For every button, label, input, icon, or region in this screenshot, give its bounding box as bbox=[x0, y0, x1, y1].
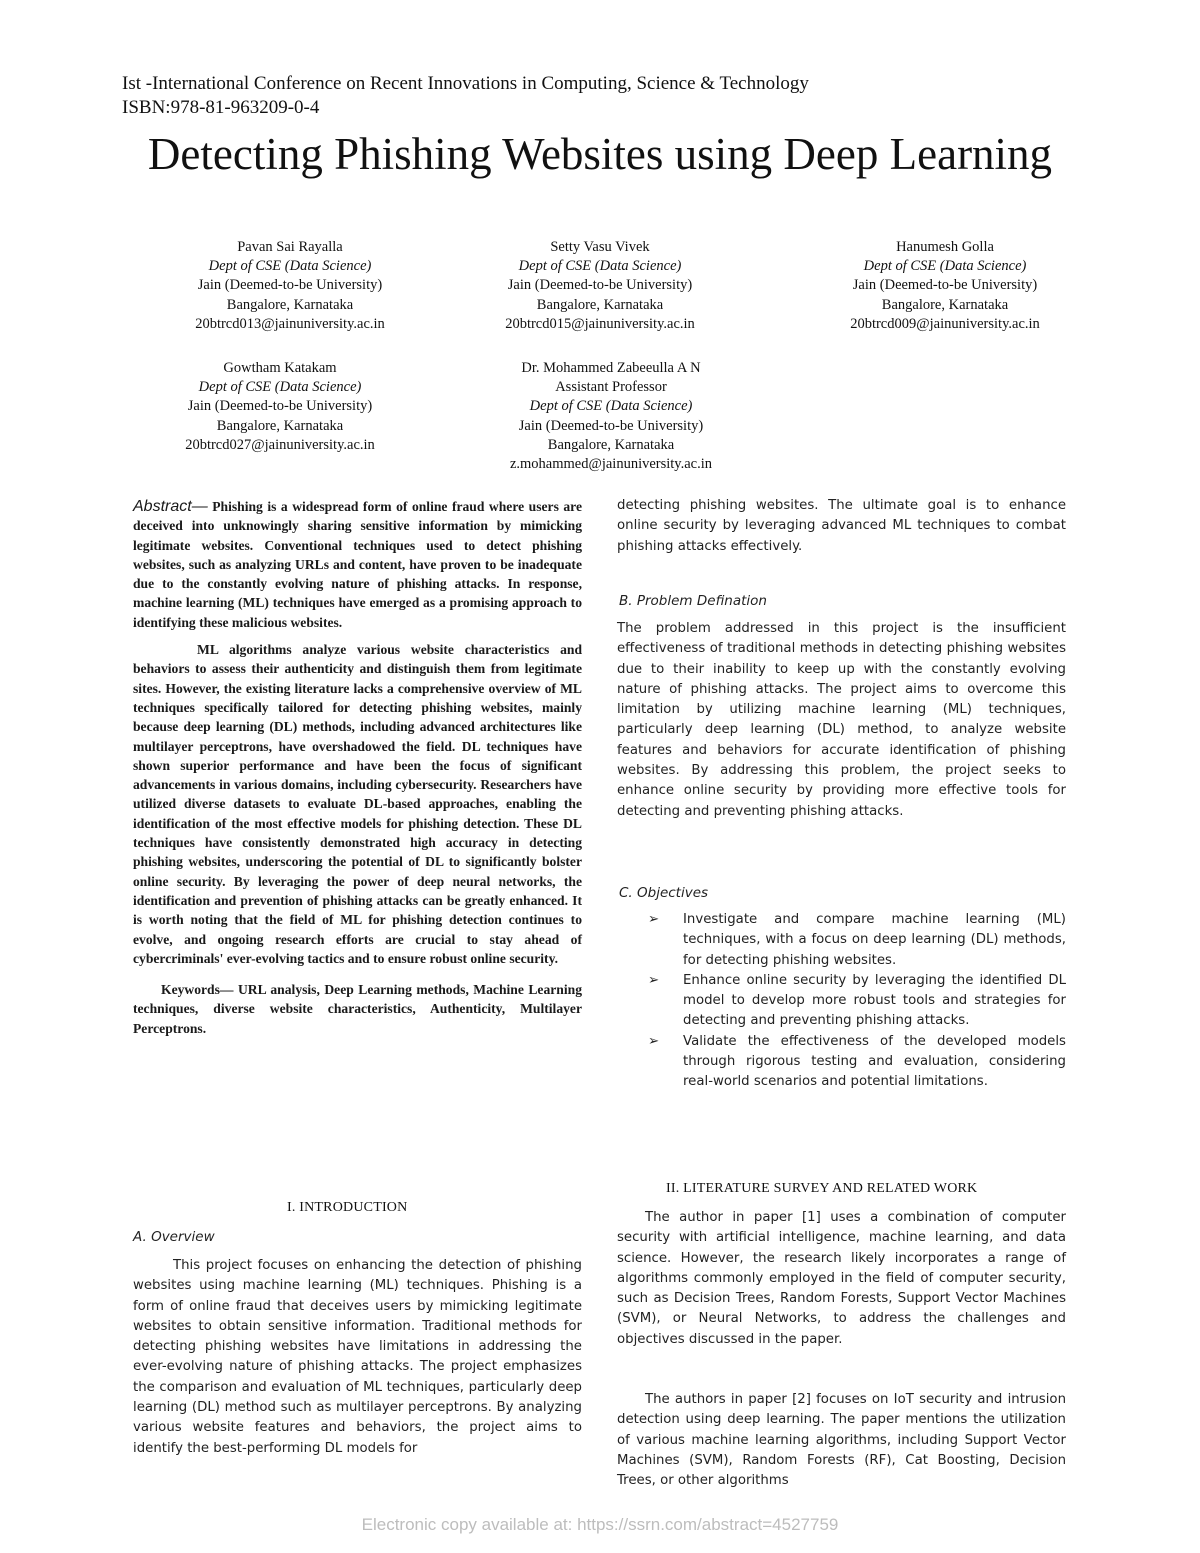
author-inst: Jain (Deemed-to-be University) bbox=[187, 398, 373, 415]
literature-text bbox=[617, 1208, 1066, 1492]
arrow-bullet-icon: ➢ bbox=[648, 1033, 660, 1049]
objectives-list bbox=[648, 910, 1066, 1093]
objective-text: Validate the effectiveness of the developed models through rigorous testing and evaluation, considering real-world scenarios and potential limitations. bbox=[683, 1033, 1066, 1090]
overview-paragraph: This project focuses on enhancing the detection of phishing websites using machine learning (ML) techniques. Phishing is a form of online fraud that deceives users by mimicking legitimate websites to obtain sensitive information. Traditional methods for detecting phishing websites have limitations in addressing the ever-evolving nature of phishing attacks. The project emphasizes the comparison and evaluation of ML techniques, particularly deep learning (DL) method such as multilayer perceptrons. By analyzing various website features and behaviors, the project aims to identify the best-performing DL models for bbox=[133, 1258, 582, 1456]
abstract-p2: ML algorithms analyze various website characteristics and behaviors to assess their authenticity and distinguish them from legitimate sites. However, the existing literature lacks a comprehensive overview of ML techniques specifically tailored for detecting phishing websites, mainly because deep learning (DL) methods, including advanced architectures like multilayer perceptrons, have overshadowed the field. DL techniques have shown superior performance and have been the focus of significant advancements in various domains, including cybersecurity. Researchers have utilized diverse datasets to evaluate DL-based approaches, enabling the identification of the most effective models for phishing detection. These DL techniques have consistently demonstrated high accuracy in detecting phishing websites, underscoring the potential of DL to significantly bolster online security. By leveraging the power of deep neural networks, the identification and prevention of phishing attacks can be greatly enhanced. It is worth noting that the field of ML for phishing detection continues to evolve, and ongoing research efforts are crucial to stay ahead of cybercriminals' ever-evolving tactics and to ensure robust online security. bbox=[133, 642, 582, 966]
literature-paragraph: The author in paper [1] uses a combination of computer security with artificial intelligence, machine learning, and data science. However, the research likely incorporates a range of algorithms commonly employed in the field of computer security, such as Decision Trees, Random Forests, Support Vector Machines (SVM), or Neural Networks, to address the challenges and objectives discussed in the paper. bbox=[617, 1210, 1066, 1347]
abstract-text: Phishing is a widespread form of online fraud where users are deceived into unknowingly sharing sensitive information by mimicking legitimate websites. Conventional techniques used to detect phishing websites, such as analyzing URLs and content, have proven to be inadequate due to the constantly evolving nature of phishing attacks. In response, machine learning (ML) techniques have emerged as a promising approach to identifying these malicious websites. bbox=[133, 499, 583, 630]
section-heading-introduction: I. INTRODUCTION bbox=[287, 1200, 408, 1215]
list-item bbox=[648, 971, 1066, 1032]
overview-continued-paragraph: detecting phishing websites. The ultimate goal is to enhance online security by leveraging advanced ML techniques to combat phishing attacks effectively. bbox=[617, 498, 1066, 554]
author-dept: Dept of CSE (Data Science) bbox=[529, 398, 693, 415]
subsection-heading-problem: B. Problem Defination bbox=[619, 593, 767, 609]
list-item bbox=[648, 910, 1066, 971]
objective-text: Enhance online security by leveraging the identified DL model to develop more robust tools and strategies for detecting and preventing phishing attacks. bbox=[683, 972, 1066, 1029]
author-dept: Dept of CSE (Data Science) bbox=[198, 379, 362, 396]
author-city: Bangalore, Karnataka bbox=[216, 417, 344, 434]
author-role: Assistant Professor bbox=[555, 379, 667, 396]
arrow-bullet-icon: ➢ bbox=[648, 972, 660, 988]
overview-text bbox=[133, 1256, 582, 1459]
author-email[interactable]: z.mohammed@jainuniversity.ac.in bbox=[509, 456, 713, 473]
author-dept: Dept of CSE (Data Science) bbox=[518, 258, 682, 275]
list-item bbox=[648, 1032, 1066, 1093]
author-dept: Dept of CSE (Data Science) bbox=[208, 258, 372, 275]
author-name: Pavan Sai Rayalla bbox=[237, 239, 343, 255]
author-email[interactable]: 20btrcd015@jainuniversity.ac.in bbox=[505, 315, 695, 332]
subsection-heading-objectives: C. Objectives bbox=[619, 885, 709, 901]
author-city: Bangalore, Karnataka bbox=[226, 296, 354, 313]
author-email[interactable]: 20btrcd013@jainuniversity.ac.in bbox=[195, 315, 385, 332]
author-block bbox=[458, 359, 764, 474]
conference-name: Ist -International Conference on Recent Innovations in Computing, Science & Technology bbox=[122, 73, 809, 94]
author-inst: Jain (Deemed-to-be University) bbox=[518, 417, 704, 434]
paper-title: Detecting Phishing Websites using Deep Learning bbox=[147, 129, 1053, 179]
author-name: Setty Vasu Vivek bbox=[550, 239, 650, 255]
author-block bbox=[802, 238, 1088, 334]
author-inst: Jain (Deemed-to-be University) bbox=[852, 277, 1038, 294]
problem-text bbox=[617, 619, 1066, 822]
keywords: Keywords— URL analysis, Deep Learning methods, Machine Learning techniques, diverse website characteristics, Authenticity, Multilayer Perceptrons. bbox=[133, 982, 582, 1036]
author-email[interactable]: 20btrcd027@jainuniversity.ac.in bbox=[185, 436, 375, 453]
arrow-bullet-icon: ➢ bbox=[648, 912, 660, 927]
ssrn-footer[interactable]: Electronic copy available at: https://ssrn.com/abstract=4527759 bbox=[361, 1515, 839, 1534]
abstract bbox=[133, 497, 582, 1038]
author-inst: Jain (Deemed-to-be University) bbox=[197, 277, 383, 294]
abstract-label: Abstract— bbox=[133, 498, 208, 515]
section-heading-literature: II. LITERATURE SURVEY AND RELATED WORK bbox=[666, 1181, 978, 1196]
objective-text: Investigate and compare machine learning (ML) techniques, with a focus on deep learning (DL) methods, for detecting phishing websites. bbox=[683, 912, 1066, 968]
conference-header bbox=[122, 72, 809, 120]
author-city: Bangalore, Karnataka bbox=[547, 436, 675, 453]
author-city: Bangalore, Karnataka bbox=[881, 296, 1009, 313]
author-email[interactable]: 20btrcd009@jainuniversity.ac.in bbox=[850, 315, 1040, 332]
author-block bbox=[458, 238, 742, 334]
problem-paragraph: The problem addressed in this project is the insufficient effectiveness of traditional methods in detecting phishing websites due to their inability to keep up with the constantly evolving nature of phishing attacks. The project aims to overcome this limitation by utilizing machine learning (ML) techniques, particularly deep learning (DL) method, to analyze website features and behaviors for accurate identification of phishing websites. By addressing this problem, the project seeks to enhance online security by providing more effective tools for detecting and preventing phishing attacks. bbox=[617, 621, 1066, 819]
author-name: Dr. Mohammed Zabeeulla A N bbox=[521, 360, 701, 376]
literature-paragraph: The authors in paper [2] focuses on IoT security and intrusion detection using deep learning. The paper mentions the utilization of various machine learning algorithms, including Support Vector Machines (SVM), Random Forests (RF), Cat Boosting, Decision Trees, or other algorithms bbox=[617, 1392, 1066, 1489]
isbn: ISBN:978-81-963209-0-4 bbox=[122, 97, 320, 118]
author-block bbox=[128, 359, 432, 455]
subsection-heading-overview: A. Overview bbox=[133, 1229, 215, 1245]
author-name: Hanumesh Golla bbox=[896, 239, 994, 255]
author-dept: Dept of CSE (Data Science) bbox=[863, 258, 1027, 275]
author-inst: Jain (Deemed-to-be University) bbox=[507, 277, 693, 294]
abstract-p1 bbox=[133, 497, 582, 632]
author-city: Bangalore, Karnataka bbox=[536, 296, 664, 313]
overview-continued bbox=[617, 496, 1066, 557]
author-name: Gowtham Katakam bbox=[223, 360, 337, 376]
author-block bbox=[148, 238, 432, 334]
